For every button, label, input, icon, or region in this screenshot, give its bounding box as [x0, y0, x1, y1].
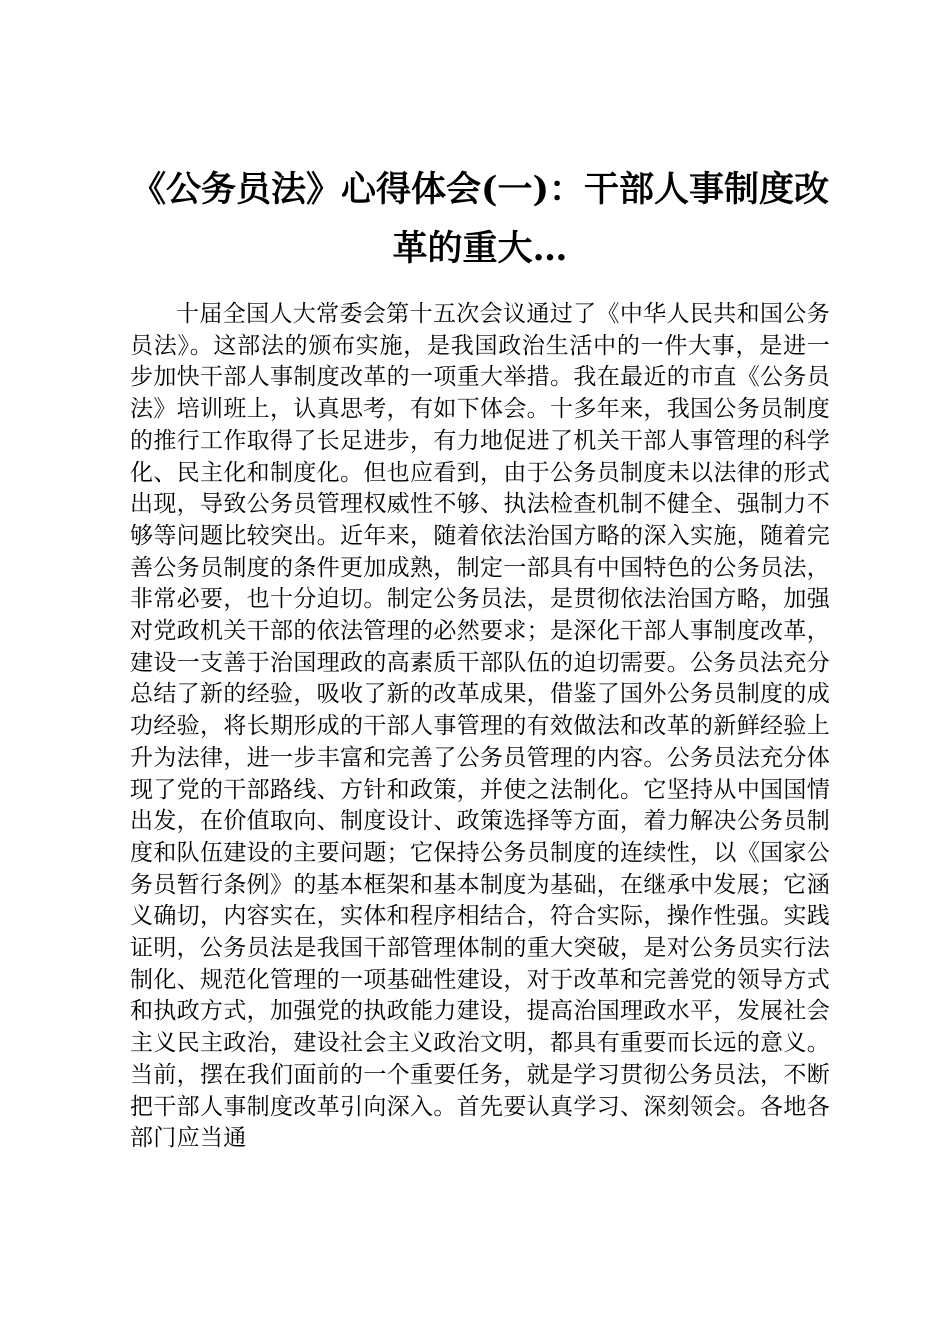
document-body-paragraph: 十届全国人大常委会第十五次会议通过了《中华人民共和国公务员法》。这部法的颁布实施，是我国政治生活中的一件大事，是进一步加快干部人事制度改革的一项重大举措。我在最近的市直《公务员法》培训班上，认真思考，有如下体会。十多年来，我国公务员制度的推行工作取得了长足进步，有力地促进了机关干部人事管理的科学化、民主化和制度化。但也应看到，由于公务员制度未以法律的形式出现，导致公务员管理权威性不够、执法检查机制不健全、强制力不够等问题比较突出。近年来，随着依法治国方略的深入实施，随着完善公务员制度的条件更加成熟，制定一部具有中国特色的公务员法，非常必要，也十分迫切。制定公务员法，是贯彻依法治国方略，加强对党政机关干部的依法管理的必然要求；是深化干部人事制度改革，建设一支善于治国理政的高素质干部队伍的迫切需要。公务员法充分总结了新的经验，吸收了新的改革成果，借鉴了国外公务员制度的成功经验，将长期形成的干部人事管理的有效做法和改革的新鲜经验上升为法律，进一步丰富和完善了公务员管理的内容。公务员法充分体现了党的干部路线、方针和政策，并使之法制化。它坚持从中国国情出发，在价值取向、制度设计、政策选择等方面，着力解决公务员制度和队伍建设的主要问题；它保持公务员制度的连续性，以《国家公务员暂行条例》的基本框架和基本制度为基础，在继承中发展；它涵义确切，内容实在，实体和程序相结合，符合实际，操作性强。实践证明，公务员法是我国干部管理体制的重大突破，是对公务员实行法制化、规范化管理的一项基础性建设，对于改革和完善党的领导方式和执政方式，加强党的执政能力建设，提高治国理政水平，发展社会主义民主政治，建设社会主义政治文明，都具有重要而长远的意义。当前，摆在我们面前的一个重要任务，就是学习贯彻公务员法，不断把干部人事制度改革引向深入。首先要认真学习、深刻领会。各地各部门应当通 [130, 301, 830, 1152]
document-title: 《公务员法》心得体会(一)：干部人事制度改革的重大… [130, 169, 830, 269]
